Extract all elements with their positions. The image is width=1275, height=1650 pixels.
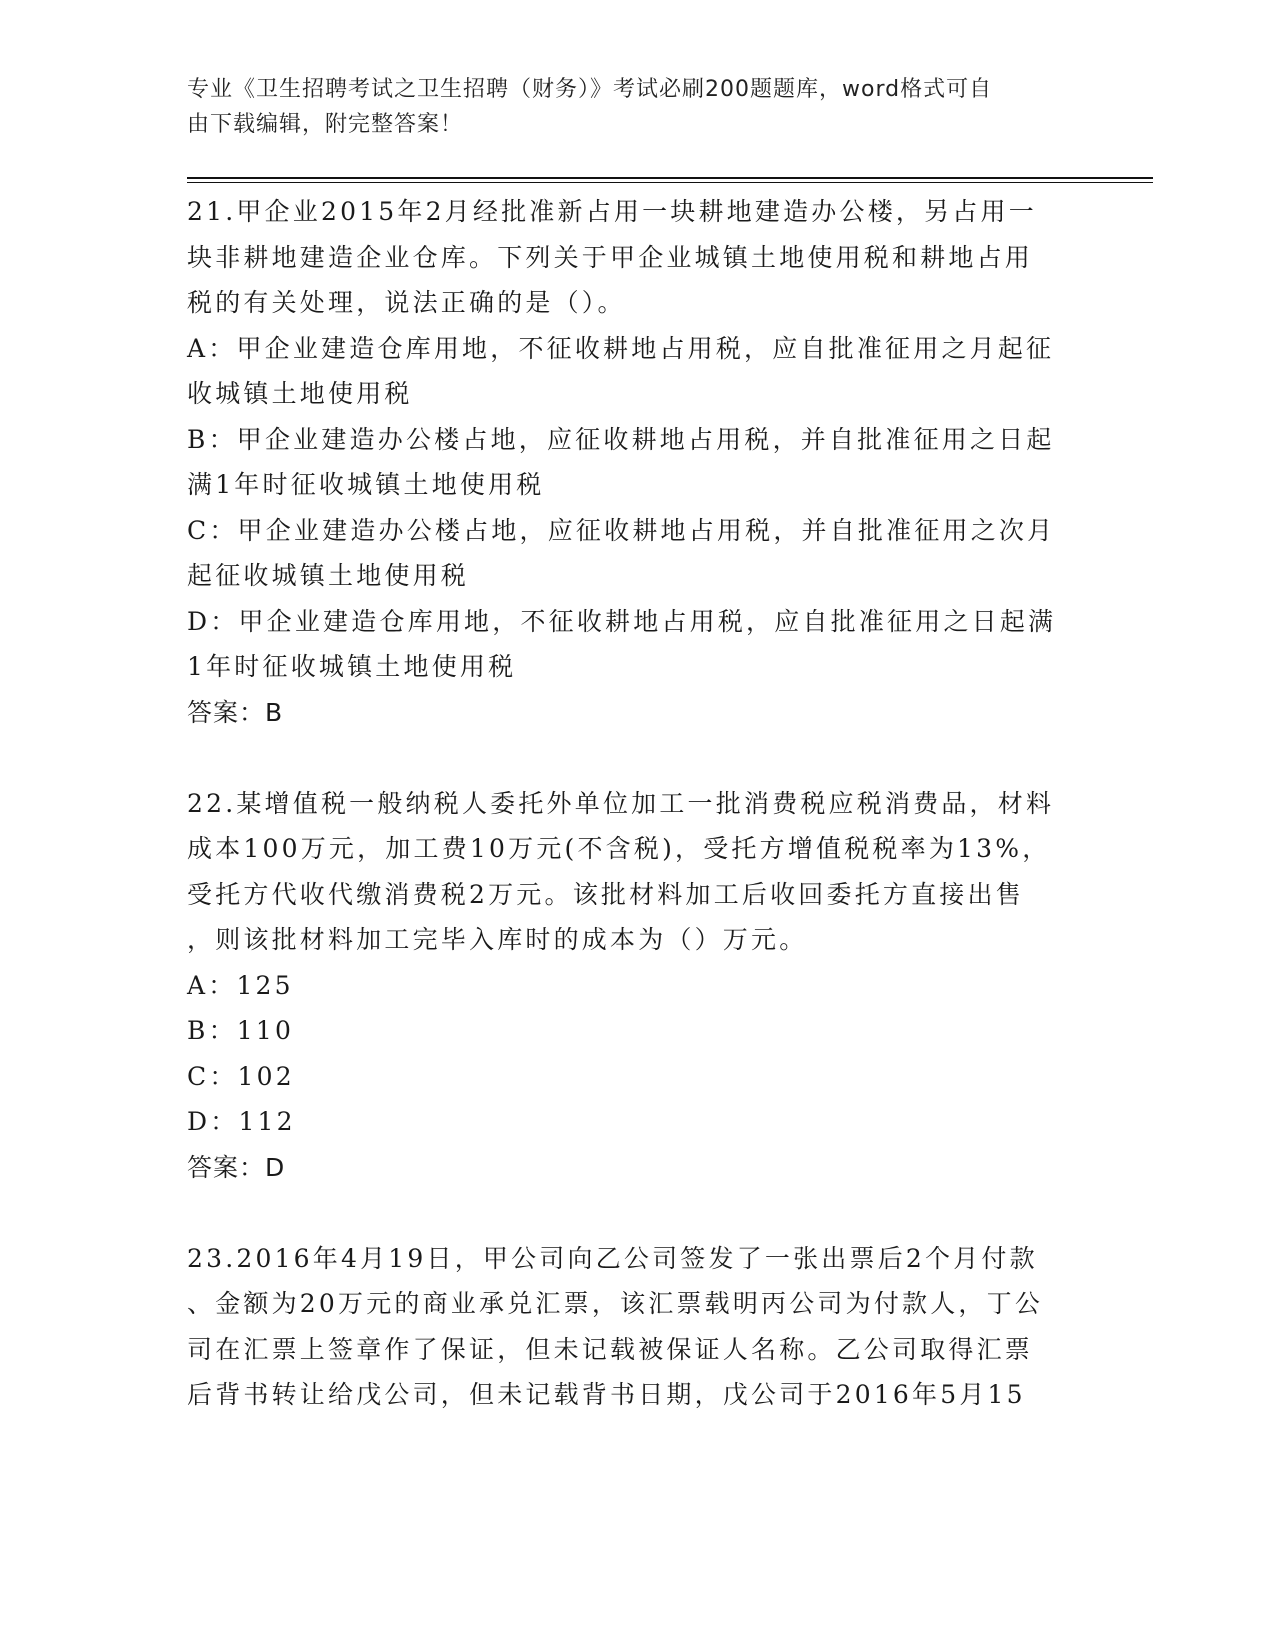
option-b: B：110 — [187, 1016, 295, 1045]
question-text-line: 、金额为20万元的商业承兑汇票，该汇票载明丙公司为付款人，丁公 — [187, 1289, 1044, 1318]
question-spacer — [187, 735, 1087, 781]
answer-22: 答案：D — [187, 1152, 286, 1182]
question-text-line: 22.某增值税一般纳税人委托外单位加工一批消费税应税消费品，材料 — [187, 788, 1055, 818]
question-23 — [187, 1236, 1087, 1418]
option-c: C：甲企业建造办公楼占地，应征收耕地占用税，并自批准征用之次月 — [187, 515, 1056, 545]
question-text-line: 23.2016年4月19日，甲公司向乙公司签发了一张出票后2个月付款 — [187, 1243, 1038, 1273]
header-line-2: 由下载编辑，附完整答案！ — [187, 112, 464, 137]
option-c-continued: 起征收城镇土地使用税 — [187, 561, 470, 590]
option-a: A：甲企业建造仓库用地，不征收耕地占用税，应自批准征用之月起征 — [187, 333, 1055, 363]
question-text-line: 受托方代收代缴消费税2万元。该批材料加工后收回委托方直接出售 — [187, 879, 1024, 909]
header-divider-thin — [187, 182, 1153, 183]
header-line-1: 专业《卫生招聘考试之卫生招聘（财务）》考试必刷200题题库，word格式可自 — [187, 77, 993, 102]
option-b-continued: 满1年时征收城镇土地使用税 — [187, 470, 545, 499]
document-header — [187, 72, 1067, 142]
header-divider-thick — [187, 177, 1153, 179]
option-b: B：甲企业建造办公楼占地，应征收耕地占用税，并自批准征用之日起 — [187, 424, 1055, 454]
question-22 — [187, 781, 1087, 1191]
question-21 — [187, 189, 1087, 735]
question-text-line: 21.甲企业2015年2月经批准新占用一块耕地建造办公楼，另占用一 — [187, 197, 1037, 226]
question-spacer — [187, 1190, 1087, 1236]
question-list — [187, 189, 1087, 1418]
option-d: D：甲企业建造仓库用地，不征收耕地占用税，应自批准征用之日起满 — [187, 606, 1057, 636]
option-d: D：112 — [187, 1107, 296, 1136]
question-text-line: 成本100万元，加工费10万元(不含税)，受托方增值税税率为13%， — [187, 834, 1051, 863]
question-text-line: 税的有关处理，说法正确的是（）。 — [187, 288, 626, 317]
question-text-line: 后背书转让给戊公司，但未记载背书日期，戊公司于2016年5月15 — [187, 1380, 1026, 1409]
option-c: C：102 — [187, 1061, 295, 1091]
answer-21: 答案：B — [187, 697, 284, 727]
option-d-continued: 1年时征收城镇土地使用税 — [187, 652, 517, 681]
question-text-line: ，则该批材料加工完毕入库时的成本为（）万元。 — [187, 925, 808, 954]
question-text-line: 块非耕地建造企业仓库。下列关于甲企业城镇土地使用税和耕地占用 — [187, 242, 1034, 272]
option-a-continued: 收城镇土地使用税 — [187, 379, 413, 408]
question-text-line: 司在汇票上签章作了保证，但未记载被保证人名称。乙公司取得汇票 — [187, 1334, 1034, 1364]
option-a: A：125 — [187, 970, 294, 1000]
